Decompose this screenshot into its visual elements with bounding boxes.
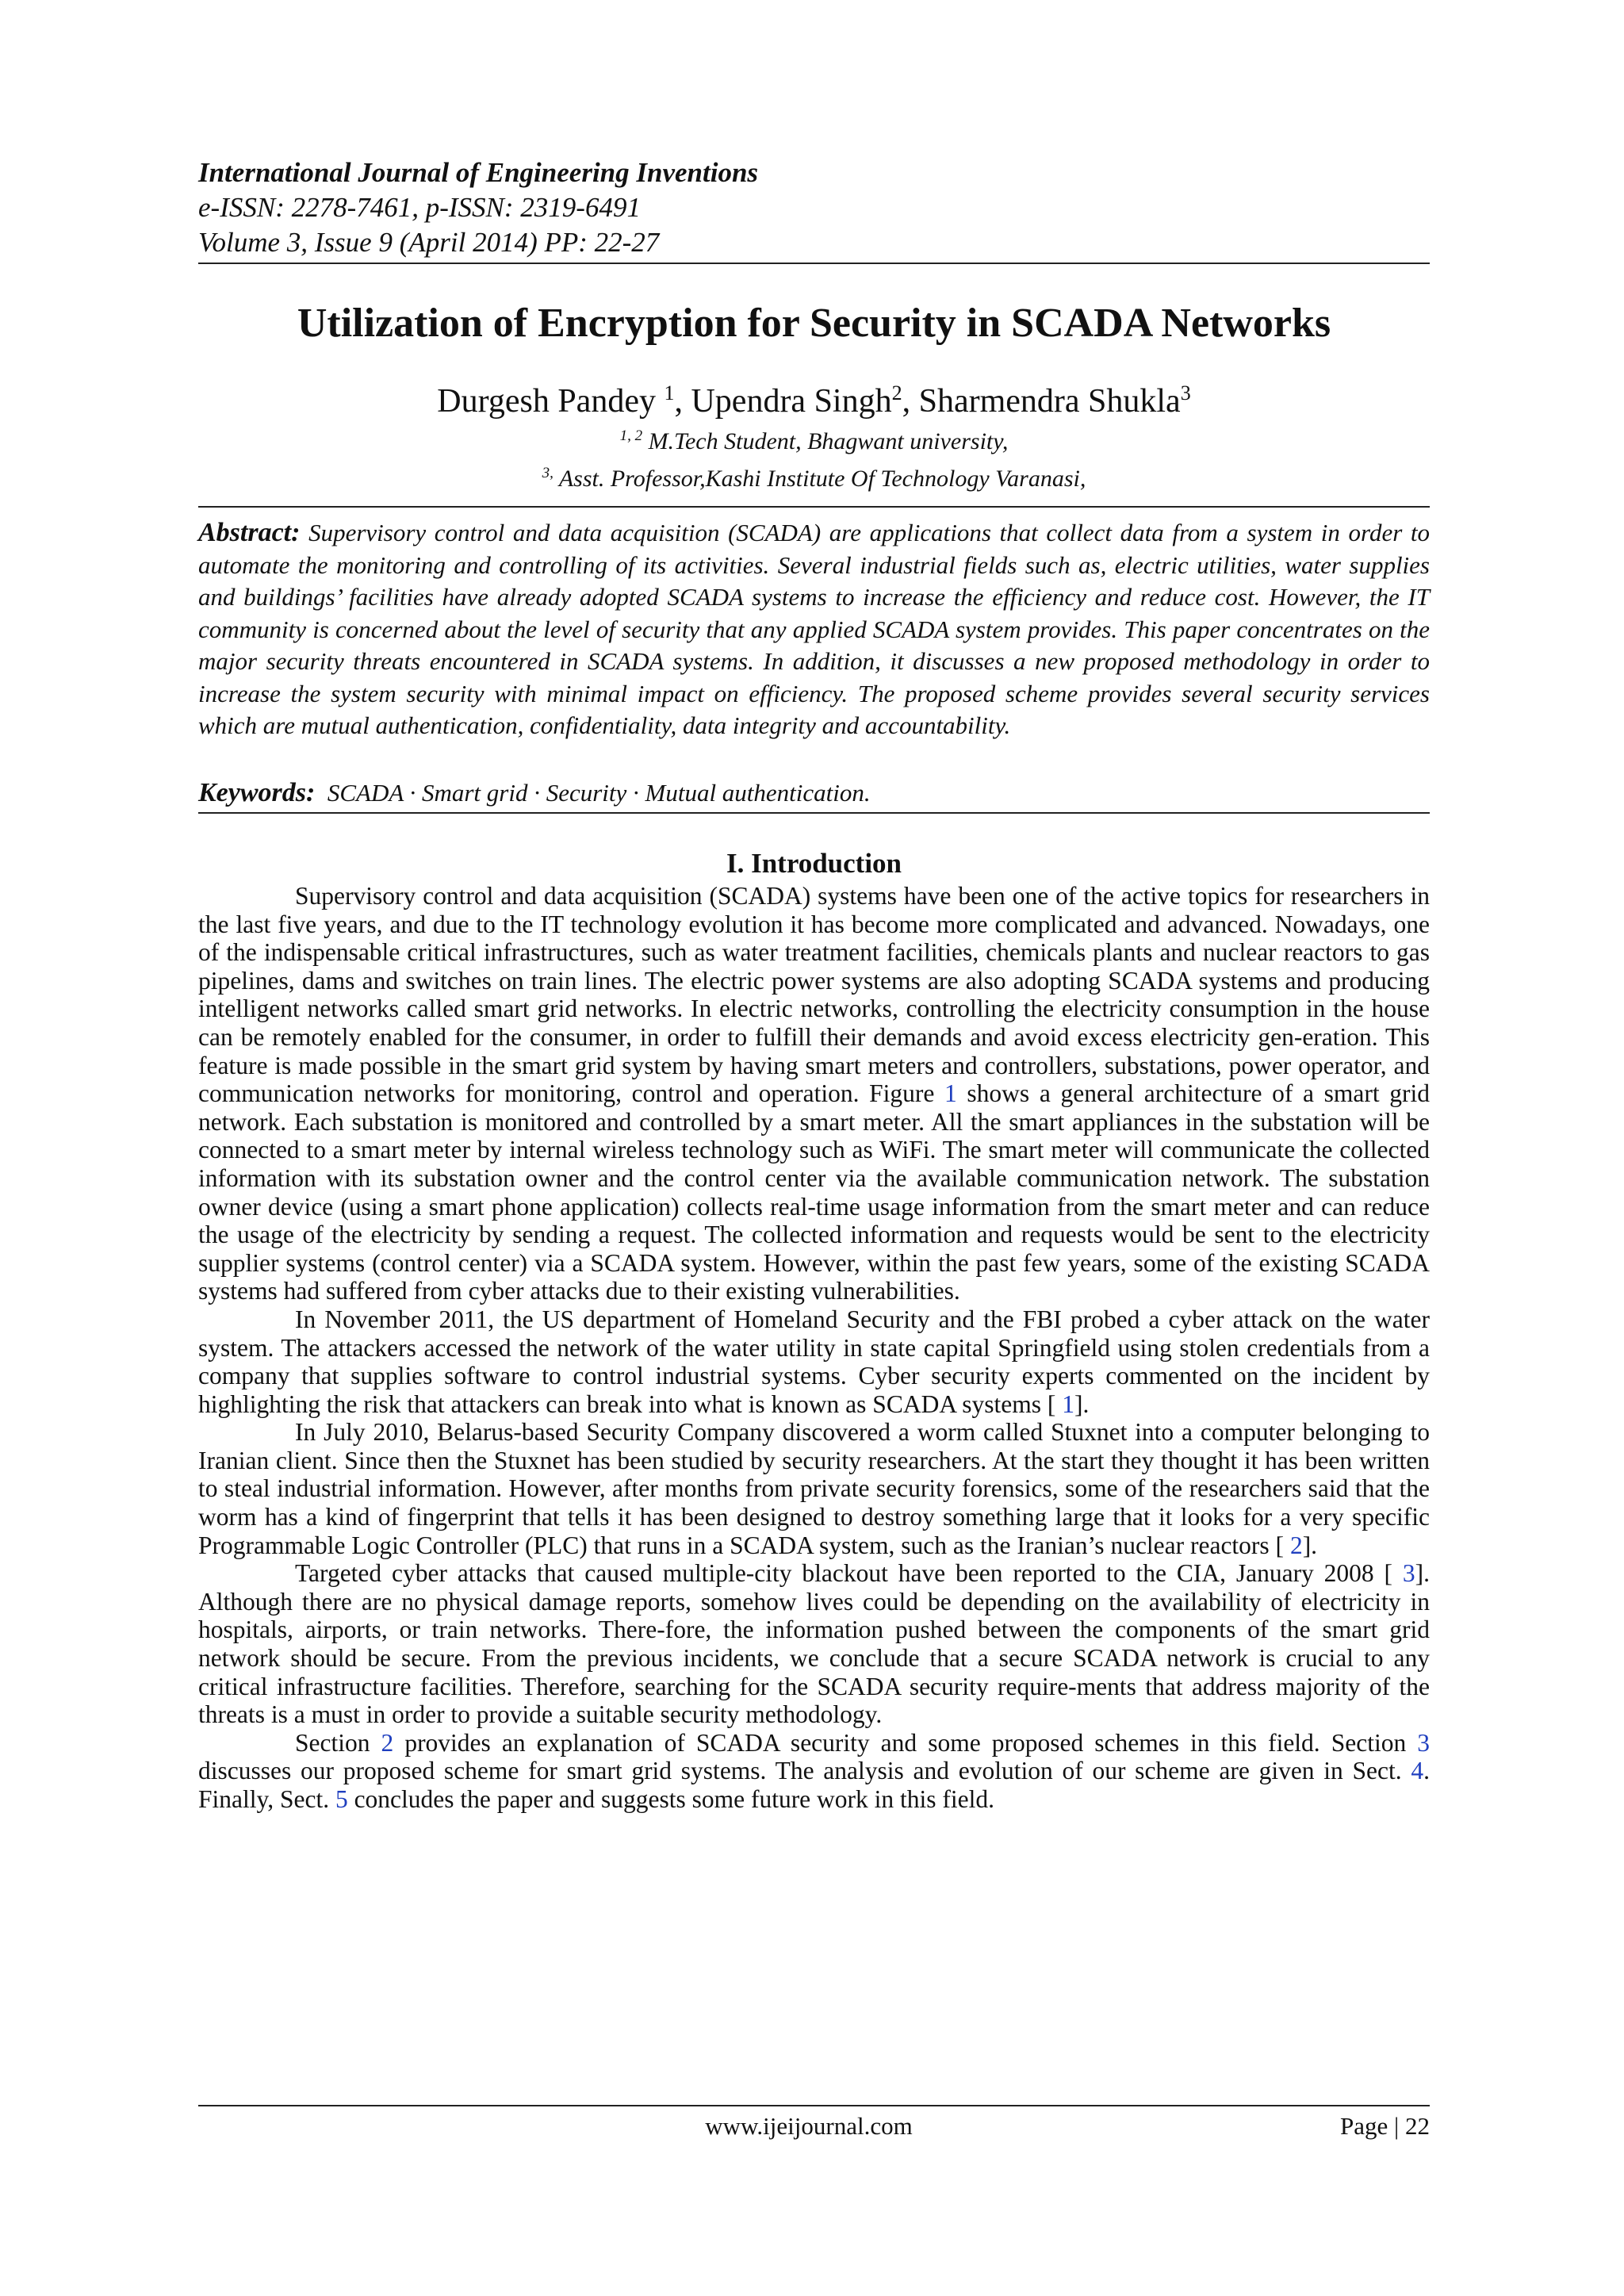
author-sup: 2 [891, 381, 902, 404]
section-heading: I. Introduction [726, 848, 902, 879]
author-name: Durgesh Pandey [437, 383, 665, 420]
paper-title: Utilization of Encryption for Security in SCADA Networks [297, 301, 1331, 346]
paragraph-text: Supervisory control and data acquisition (SCADA) systems have been one of the active topics for researchers in the last five years, and due to the IT technology evolution it has become more complicated and advanced. Nowadays, one of the indispensable critical infrastructures, such as water treatment facilities, chemicals plants and nuclear reactors to gas pipelines, dams and switches on train lines. The electric power systems are also adopting SCADA systems and producing intelligent networks called smart grid networks. In electric networks, controlling the electricity consumption in the house can be remotely enabled for the consumer, in order to fulfill their demands and avoid excess electricity gen-eration. This feature is made possible in the smart grid system by having smart meters and controllers, substations, power operator, and communication networks for monitoring, control and operation. Figure [198, 882, 1430, 1108]
paragraph-text: Section [295, 1728, 381, 1757]
section-ref-link[interactable]: 4 [1411, 1757, 1424, 1785]
keywords-text: SCADA · Smart grid · Security · Mutual authentication. [327, 779, 871, 807]
citation-link[interactable]: 2 [1289, 1531, 1303, 1559]
journal-header [198, 155, 1430, 260]
affiliation-text: Asst. Professor,Kashi Institute Of Technology Varanasi, [553, 466, 1086, 492]
citation-link[interactable]: 3 [1402, 1559, 1415, 1588]
paragraph-text: . Finally, Sect. [198, 1757, 1430, 1813]
paragraph [198, 1729, 1430, 1814]
paragraph-text: In July 2010, Belarus-based Security Company discovered a worm called Stuxnet into a computer belonging to Iranian client. Since then the Stuxnet has been studied by security researchers. At the start they thought it has been written to steal industrial information. However, after months from private security forensics, some of the researchers said that the worm has a kind of fingerprint that tells it has been designed to destroy something large that it looks for a very specific Programmable Logic Controller (PLC) that runs in a SCADA system, such as the Iranian’s nuclear reactors [ [198, 1418, 1430, 1559]
section-ref-link[interactable]: 2 [381, 1728, 394, 1757]
paragraph-text: provides an explanation of SCADA security and some proposed schemes in this field. Section [393, 1728, 1418, 1757]
affiliation-line [198, 458, 1430, 495]
footer-rule [198, 2105, 1430, 2106]
paragraph [198, 1305, 1430, 1418]
paragraph-text: Targeted cyber attacks that caused multiple-city blackout have been reported to the CIA, January 2008 [ [295, 1559, 1403, 1588]
affiliation-sup: 3, [542, 465, 553, 481]
paragraph-text: shows a general architecture of a smart grid network. Each substation is monitored and controlled by a smart meter. All the smart appliances in the substation will be connected to a smart meter by internal wireless technology such as WiFi. The smart meter will communicate the collected information with its substation owner and the control center via the available communication network. The substation owner device (using a smart phone application) collects real-time usage information from the smart meter and can reduce the usage of the electricity by sending a request. The collected information and requests would be sent to the electricity supplier systems (control center) via a SCADA system. However, within the past few years, some of the existing SCADA systems had suffered from cyber attacks due to their existing vulnerabilities. [198, 1079, 1430, 1305]
footer-page-number: Page | 22 [1340, 2112, 1430, 2140]
paragraph [198, 882, 1430, 1305]
paragraph-text: ]. [1074, 1389, 1090, 1418]
section-ref-link[interactable]: 5 [335, 1785, 348, 1813]
author-separator: , [902, 383, 919, 420]
paragraph-text: In November 2011, the US department of Homeland Security and the FBI probed a cyber attack on the water system. The attackers accessed the network of the water utility in state capital Springfield using stolen credentials from a company that supplies software to control industrial systems. Cyber security experts commented on the incident by highlighting the risk that attackers can break into what is known as SCADA systems [ [198, 1305, 1430, 1418]
author-name: Upendra Singh [691, 383, 892, 420]
paragraph-text: ]. Although there are no physical damage reports, somehow lives could be depending on the availability of electricity in hospitals, airports, or train networks. There-fore, the information pushed between the components of the smart grid network should be secure. From the previous incidents, we conclude that a secure SCADA network is crucial to any critical infrastructure facilities. Therefore, searching for the SCADA security require-ments that address majority of the threats is a must in order to provide a suitable security methodology. [198, 1559, 1430, 1729]
author-name: Sharmendra Shukla [918, 383, 1181, 420]
affiliations [198, 420, 1430, 495]
affiliation-sup: 1, 2 [619, 427, 643, 444]
affiliation-text: M.Tech Student, Bhagwant university, [648, 428, 1009, 454]
journal-name: International Journal of Engineering Inventions [198, 157, 759, 188]
author-separator: , [674, 383, 691, 420]
figure-ref-link[interactable]: 1 [944, 1079, 957, 1108]
abstract-top-rule [198, 506, 1430, 508]
keywords [198, 777, 1430, 809]
section-ref-link[interactable]: 3 [1417, 1728, 1430, 1757]
footer-url[interactable]: www.ijeijournal.com [705, 2112, 913, 2140]
paragraph [198, 1418, 1430, 1559]
abstract-text: Supervisory control and data acquisition (SCADA) are applications that collect data from a system in order to automate the monitoring and controlling of its activities. Several industrial fields such as, electric utilities, water supplies and buildings’ facilities have already adopted SCADA systems to increase the efficiency and reduce cost. However, the IT community is concerned about the level of security that any applied SCADA system provides. This paper concentrates on the major security threats encountered in SCADA systems. In addition, it discusses a new proposed methodology in order to increase the system security with minimal impact on efficiency. The proposed scheme provides several security services which are mutual authentication, confidentiality, data integrity and accountability. [198, 519, 1431, 739]
abstract [198, 517, 1430, 742]
abstract-label: Abstract: [198, 518, 301, 547]
paragraph-text: concludes the paper and suggests some future work in this field. [347, 1785, 995, 1813]
paragraph-text: ]. [1302, 1531, 1318, 1559]
journal-issn: e-ISSN: 2278-7461, p-ISSN: 2319-6491 [198, 192, 641, 223]
author-sup: 1 [664, 381, 675, 404]
citation-link[interactable]: 1 [1062, 1389, 1074, 1418]
paragraph [198, 1559, 1430, 1729]
author-sup: 3 [1180, 381, 1191, 404]
journal-volume: Volume 3, Issue 9 (April 2014) PP: 22-27 [198, 227, 660, 258]
paragraph-text: discusses our proposed scheme for smart grid systems. The analysis and evolution of our scheme are given in Sect. [198, 1757, 1411, 1785]
keywords-label: Keywords: [198, 778, 316, 807]
header-rule [198, 263, 1430, 264]
affiliation-line [198, 420, 1430, 458]
section-body [198, 882, 1430, 1814]
author-list [198, 373, 1430, 422]
abstract-bottom-rule [198, 812, 1430, 814]
